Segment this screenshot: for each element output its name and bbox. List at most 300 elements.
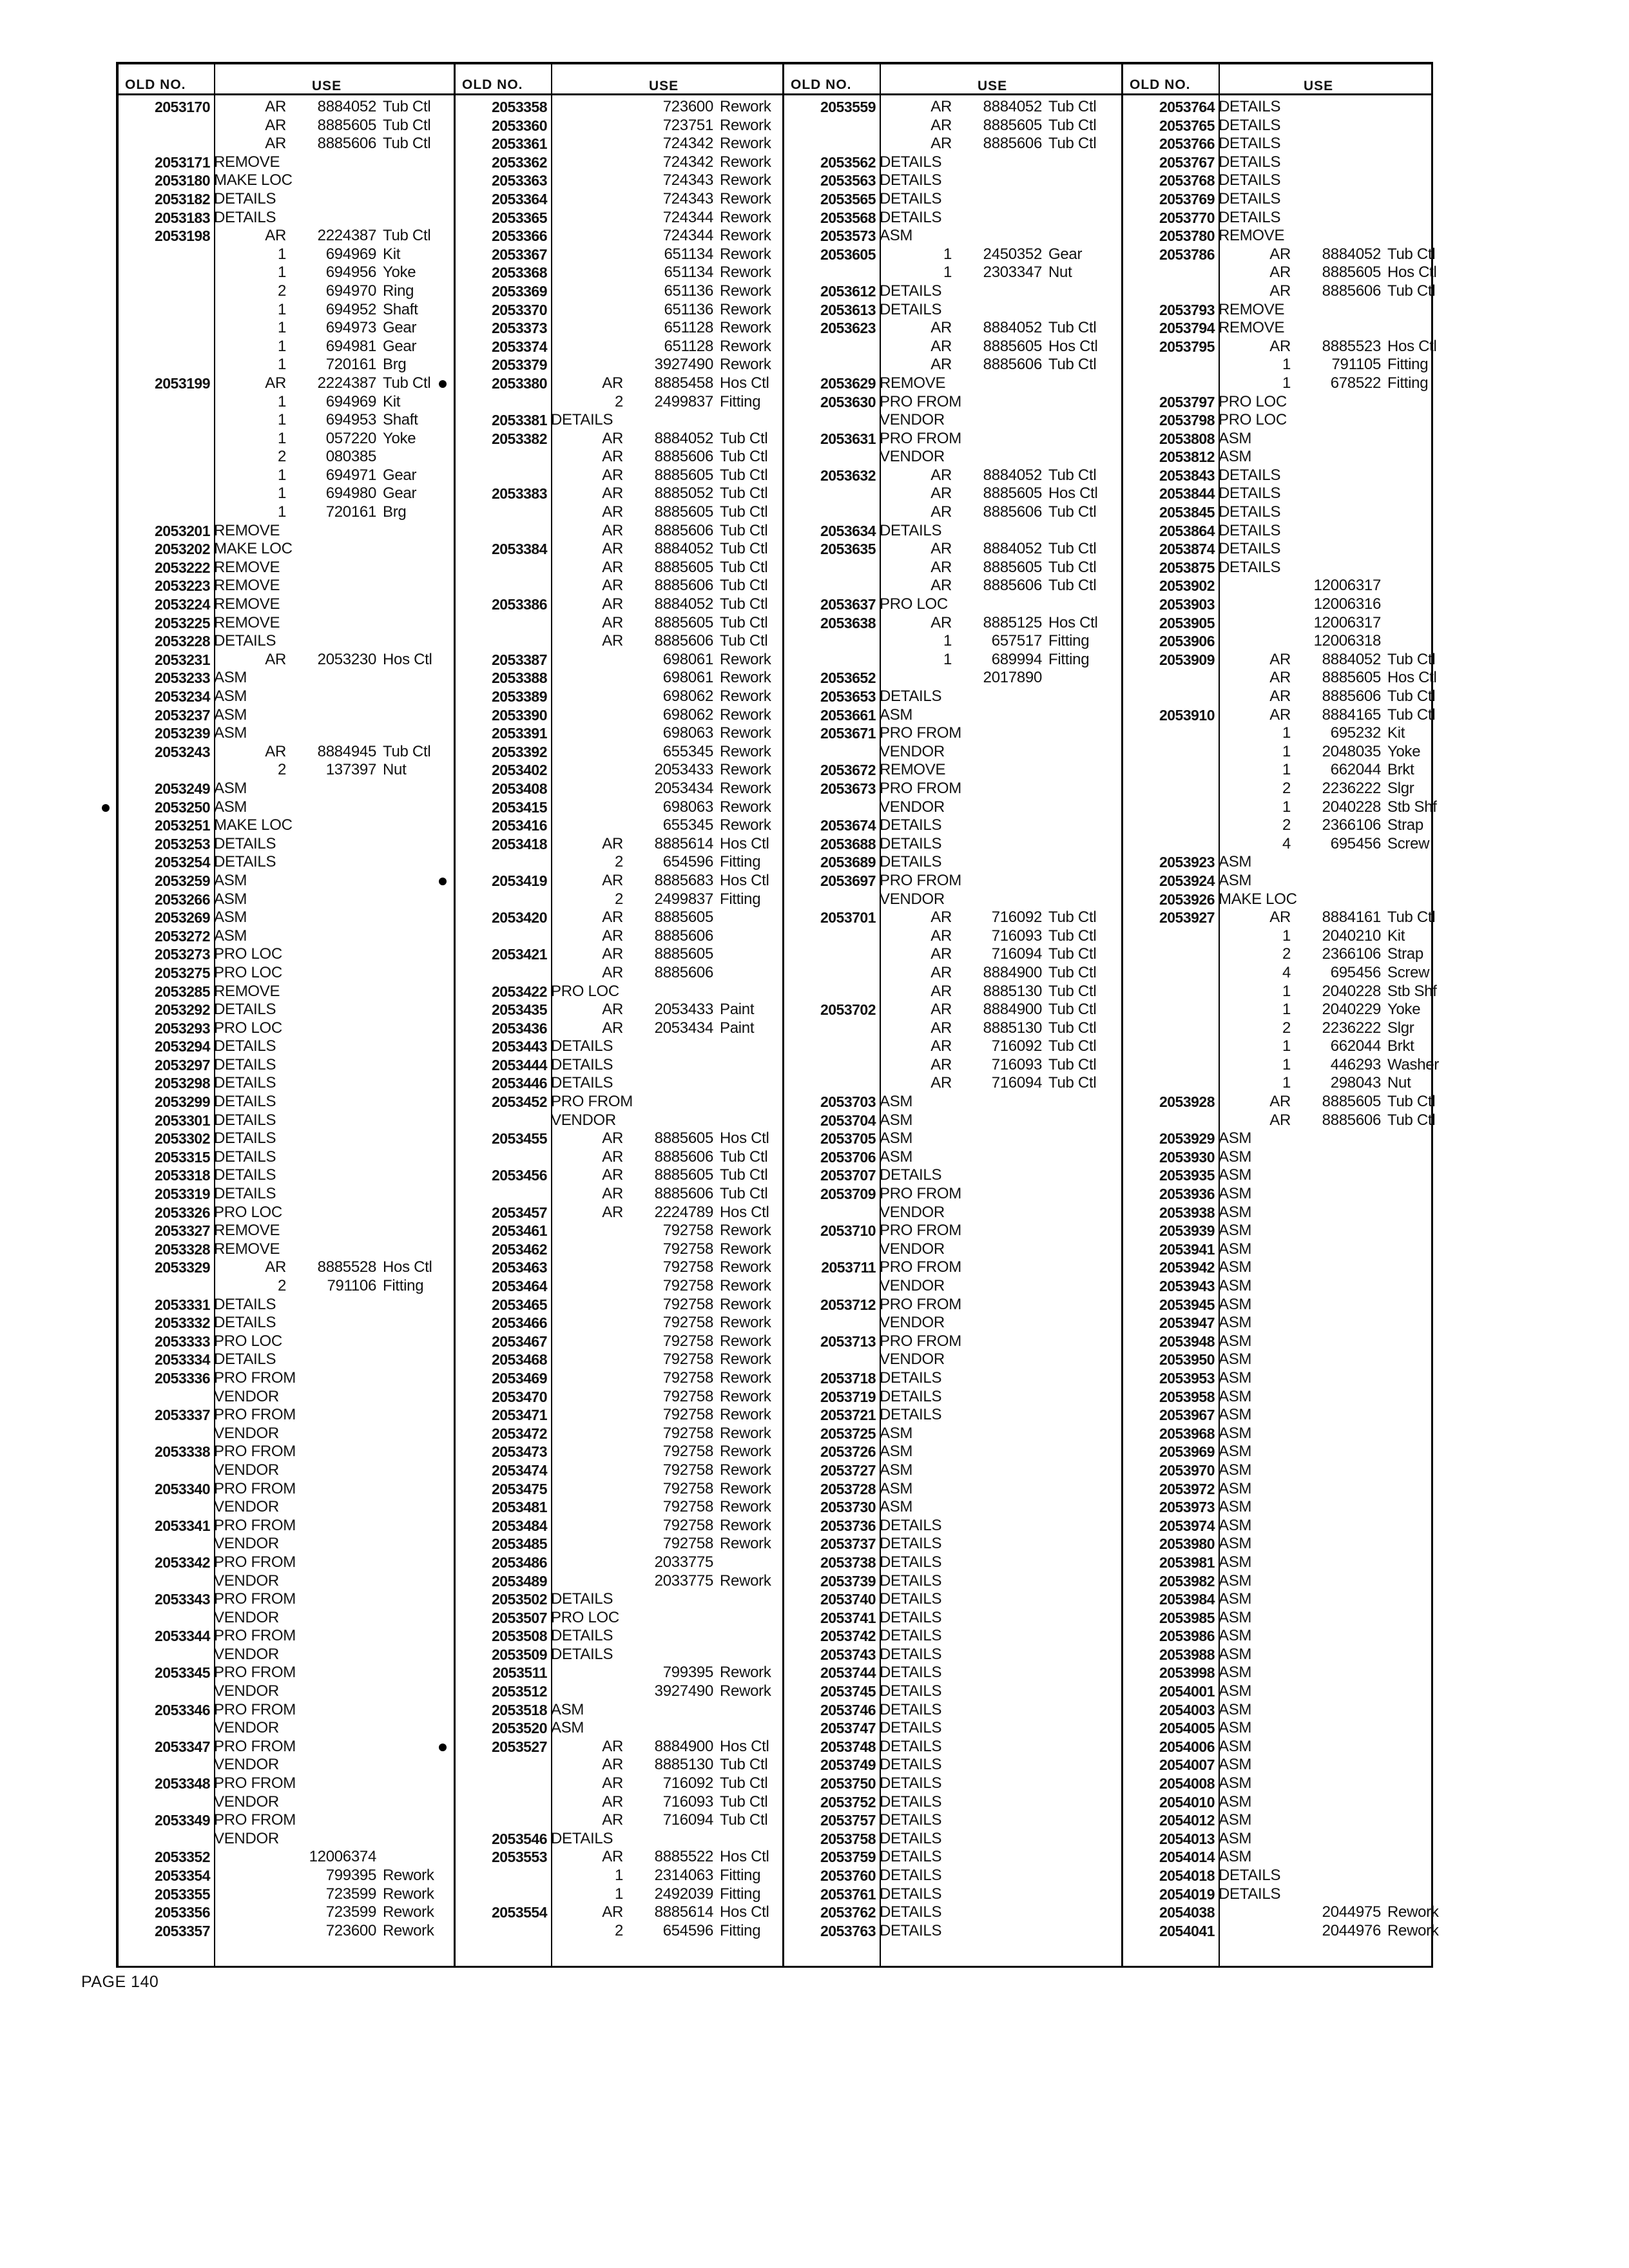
old-no-header: OLD NO. (462, 77, 523, 92)
part-number: 8885605 (654, 1166, 713, 1184)
part-description: Rework (1387, 1903, 1439, 1921)
part-number: 137397 (325, 761, 376, 779)
part-description: Rework (1387, 1921, 1439, 1939)
use-text: DETAILS (214, 1111, 276, 1129)
part-number: 799395 (325, 1867, 376, 1884)
old-number: 2053392 (491, 743, 547, 760)
table-row (784, 559, 1121, 577)
part-description: Rework (720, 1314, 771, 1332)
old-number: 2053342 (154, 1553, 210, 1571)
use-text: ASM (1219, 871, 1252, 889)
old-number: 2053970 (1159, 1461, 1215, 1479)
table-row (456, 135, 782, 153)
table-row (456, 264, 782, 282)
part-number: 8885606 (1322, 1111, 1381, 1129)
table-row (119, 1148, 454, 1167)
part-description: Rework (720, 1222, 771, 1240)
old-no-header: OLD NO. (1130, 77, 1191, 92)
use-text: ASM (1219, 1682, 1252, 1700)
old-number: 2053737 (820, 1535, 876, 1553)
part-number: 2033775 (654, 1553, 713, 1571)
quantity: 1 (1282, 761, 1291, 779)
table-row (1123, 1185, 1432, 1204)
part-description: Tub Ctl (720, 521, 768, 539)
table-row (119, 964, 454, 983)
part-number: 8885130 (983, 1019, 1042, 1037)
old-number: 2053689 (820, 854, 876, 871)
old-number: 2053762 (820, 1904, 876, 1921)
table-row (119, 430, 454, 448)
table-row (456, 411, 782, 430)
quantity: AR (602, 1129, 623, 1148)
part-description: Paint (720, 1019, 755, 1037)
part-number: 8884052 (983, 466, 1042, 484)
part-description: Tub Ctl (720, 1792, 768, 1811)
part-description: Hos Ctl (383, 1258, 432, 1276)
table-row (784, 448, 1121, 466)
table-row (119, 1553, 454, 1572)
old-number: 2053768 (1159, 172, 1215, 189)
use-text: PRO FROM (880, 1332, 961, 1350)
part-number: 694973 (325, 319, 376, 337)
quantity: AR (265, 135, 286, 153)
part-description: Rework (720, 153, 771, 171)
use-text: ASM (1219, 1737, 1252, 1755)
table-row (119, 1425, 454, 1443)
use-text: DETAILS (551, 1645, 613, 1663)
quantity: AR (1269, 908, 1291, 927)
table-row (784, 761, 1121, 780)
table-row (456, 540, 782, 559)
part-number: 2224789 (654, 1203, 713, 1221)
old-number: 2053297 (154, 1056, 210, 1073)
table-row (784, 153, 1121, 172)
table-row (784, 411, 1121, 430)
old-number: 2053950 (1159, 1351, 1215, 1369)
table-row (784, 98, 1121, 117)
table-row (1123, 724, 1432, 743)
part-description: Tub Ctl (1048, 577, 1097, 595)
old-number: 2053348 (154, 1775, 210, 1792)
use-text: DETAILS (214, 1166, 276, 1184)
old-number: 2053926 (1159, 890, 1215, 908)
part-number: 8884161 (1322, 908, 1381, 927)
use-text: DETAILS (551, 1074, 613, 1092)
old-number: 2053363 (491, 172, 547, 189)
use-text: ASM (214, 669, 247, 687)
part-description: Hos Ctl (383, 650, 432, 668)
table-row (119, 448, 454, 466)
table-row (456, 1093, 782, 1111)
quantity: AR (602, 632, 623, 650)
part-description: Hos Ctl (720, 374, 769, 392)
table-row (1123, 301, 1432, 320)
quantity: AR (930, 466, 952, 484)
part-description: Rework (720, 1479, 771, 1497)
use-text: ASM (214, 798, 247, 816)
old-number: 2053201 (154, 522, 210, 539)
old-number: 2053705 (820, 1130, 876, 1148)
part-number: 657517 (991, 632, 1042, 650)
table-row (456, 282, 782, 301)
table-row (784, 135, 1121, 153)
old-number: 2053613 (820, 301, 876, 318)
use-text: DETAILS (214, 1001, 276, 1019)
part-number: 3927490 (654, 356, 713, 374)
part-description: Strap (1387, 945, 1423, 963)
use-text: DETAILS (880, 1516, 942, 1534)
part-description: Tub Ctl (720, 1166, 768, 1184)
part-description: Tub Ctl (1048, 927, 1097, 945)
quantity: AR (1269, 650, 1291, 668)
use-text: DETAILS (880, 189, 942, 207)
table-row (784, 1498, 1121, 1517)
use-text: DETAILS (551, 411, 613, 429)
page-number: PAGE 140 (81, 1973, 159, 1991)
use-text: DETAILS (1219, 153, 1281, 171)
use-text: DETAILS (880, 1811, 942, 1829)
old-number: 2053554 (491, 1904, 547, 1921)
part-description: Rework (720, 98, 771, 115)
use-text: VENDOR (214, 1461, 279, 1479)
use-text: DETAILS (880, 687, 942, 705)
part-number: 792758 (662, 1222, 713, 1240)
quantity: AR (602, 1019, 623, 1037)
quantity: AR (1269, 669, 1291, 687)
part-number: 694969 (325, 392, 376, 410)
part-description: Tub Ctl (1048, 356, 1097, 374)
use-text: DETAILS (214, 1295, 276, 1313)
table-row (1123, 1055, 1439, 1075)
table-row (1123, 374, 1432, 393)
old-number: 2053637 (820, 596, 876, 613)
old-number: 2053237 (154, 706, 210, 724)
part-description: Yoke (383, 429, 416, 447)
table-row (784, 264, 1121, 282)
table-row (456, 1480, 782, 1499)
table-row (784, 1388, 1121, 1407)
part-description: Rework (720, 1332, 771, 1350)
quantity: AR (602, 1001, 623, 1019)
use-text: DETAILS (214, 1074, 276, 1092)
table-row (119, 632, 454, 651)
part-number: 8885606 (654, 927, 713, 945)
old-number: 2053259 (154, 872, 210, 889)
old-number: 2053223 (154, 577, 210, 595)
quantity: AR (930, 319, 952, 337)
table-row (1123, 1277, 1432, 1296)
table-row (456, 1222, 782, 1240)
use-text: DETAILS (1219, 171, 1281, 189)
table-row (119, 1590, 454, 1609)
table-row (456, 1296, 782, 1314)
old-number: 2053744 (820, 1664, 876, 1682)
part-description: Tub Ctl (383, 742, 431, 760)
table-row (119, 1664, 454, 1682)
quantity: AR (602, 927, 623, 945)
old-number: 2053508 (491, 1628, 547, 1645)
table-row (784, 1258, 1121, 1277)
use-text: VENDOR (214, 1682, 279, 1700)
use-text: DETAILS (880, 1921, 942, 1939)
old-number: 2053704 (820, 1111, 876, 1129)
old-number: 2053464 (491, 1278, 547, 1294)
use-text: ASM (214, 890, 247, 908)
table-row (1123, 1756, 1432, 1774)
old-number: 2053746 (820, 1701, 876, 1718)
old-number: 2053272 (154, 927, 210, 945)
use-text: DETAILS (214, 1055, 276, 1073)
use-text: ASM (880, 1461, 913, 1479)
table-row (456, 1627, 782, 1646)
table-row (119, 1258, 454, 1277)
table-column (454, 64, 782, 1966)
old-number: 2053443 (491, 1038, 547, 1055)
use-text: ASM (1219, 1848, 1252, 1866)
part-description: Tub Ctl (383, 227, 431, 245)
old-number: 2053228 (154, 633, 210, 650)
table-row (784, 190, 1121, 209)
quantity: AR (930, 963, 952, 981)
use-text: DETAILS (880, 1848, 942, 1866)
part-number: 8885683 (654, 871, 713, 889)
old-number: 2053384 (491, 541, 547, 558)
part-number: 2236222 (1322, 1019, 1381, 1037)
quantity: 1 (277, 245, 286, 263)
part-description: Rework (720, 171, 771, 189)
table-row (784, 1314, 1121, 1332)
column-header (1123, 64, 1432, 95)
part-number: 689994 (991, 650, 1042, 668)
part-number: 8885125 (983, 613, 1042, 631)
use-text: PRO FROM (880, 1295, 961, 1313)
part-number: 8885605 (654, 1129, 713, 1148)
use-text: ASM (1219, 1645, 1252, 1663)
column-header (456, 64, 782, 95)
table-row (456, 1848, 782, 1867)
old-number: 2053688 (820, 835, 876, 852)
old-number: 2053446 (491, 1075, 547, 1092)
part-description: Gear (383, 485, 417, 503)
use-text: MAKE LOC (214, 171, 293, 189)
old-number: 2053874 (1159, 541, 1215, 558)
part-number: 698062 (662, 706, 713, 724)
part-description: Rework (720, 1664, 771, 1682)
part-description: Rework (720, 1571, 771, 1590)
table-row (784, 1204, 1121, 1222)
quantity: AR (602, 1756, 623, 1774)
part-description: Tub Ctl (383, 135, 431, 153)
old-number: 2053444 (491, 1056, 547, 1073)
part-number: 12006318 (1313, 632, 1381, 650)
use-text: ASM (1219, 1295, 1252, 1313)
use-text: ASM (1219, 1461, 1252, 1479)
quantity: 2 (1282, 1019, 1291, 1037)
use-text: DETAILS (880, 1885, 942, 1903)
table-row (119, 1811, 454, 1830)
old-number: 2053233 (154, 669, 210, 687)
old-number: 2053864 (1159, 522, 1215, 539)
use-text: DETAILS (214, 1148, 276, 1166)
part-description: Tub Ctl (1048, 319, 1097, 337)
old-number: 2053739 (820, 1572, 876, 1590)
part-description: Fitting (1048, 650, 1090, 668)
row-list (119, 98, 454, 1966)
part-number: 8885606 (654, 577, 713, 595)
use-text: DETAILS (214, 1185, 276, 1203)
old-number: 2053736 (820, 1517, 876, 1534)
use-text: DETAILS (214, 853, 276, 871)
old-number: 2054041 (1159, 1922, 1215, 1939)
use-text: ASM (1219, 1571, 1252, 1590)
old-number: 2053379 (491, 356, 547, 374)
quantity: 2 (614, 853, 623, 871)
old-number: 2053474 (491, 1461, 547, 1479)
part-number: 662044 (1330, 1037, 1381, 1055)
part-number: 791106 (327, 1277, 376, 1294)
part-description: Tub Ctl (1048, 963, 1097, 981)
table-row (456, 1258, 782, 1277)
part-description: Yoke (1387, 1001, 1421, 1019)
old-number: 2053808 (1159, 430, 1215, 447)
table-row (456, 153, 782, 172)
table-row (1123, 1443, 1432, 1461)
use-text: DETAILS (1219, 208, 1281, 226)
old-number: 2053234 (154, 688, 210, 705)
old-number: 2053740 (820, 1591, 876, 1608)
row-list (456, 98, 782, 1966)
table-row (784, 835, 1121, 854)
part-number: 716094 (662, 1811, 713, 1829)
table-row (1123, 1111, 1436, 1130)
old-number: 2053629 (820, 374, 876, 392)
table-row (1123, 190, 1432, 209)
part-description: Rework (720, 1295, 771, 1313)
use-text: ASM (214, 908, 247, 927)
part-description: Screw (1387, 834, 1430, 852)
use-text: PRO FROM (214, 1627, 296, 1645)
part-description: Tub Ctl (1048, 1055, 1097, 1073)
table-row (1123, 964, 1432, 983)
part-number: 716094 (991, 945, 1042, 963)
table-row (784, 872, 1121, 890)
table-row (1123, 1885, 1432, 1904)
part-number: 694971 (325, 466, 376, 484)
table-row (1123, 1774, 1432, 1793)
quantity: 1 (277, 319, 286, 337)
old-number: 2053652 (820, 669, 876, 687)
table-row (456, 1811, 782, 1830)
table-row (1123, 1682, 1432, 1701)
use-text: PRO LOC (880, 595, 948, 613)
old-number: 2053326 (154, 1204, 210, 1221)
use-text: VENDOR (880, 448, 945, 466)
use-text: PRO LOC (551, 1608, 619, 1626)
quantity: 2 (277, 761, 286, 779)
part-description: Tub Ctl (1048, 503, 1097, 521)
old-number: 2053365 (491, 209, 547, 226)
part-description: Rework (720, 1461, 771, 1479)
part-number: 723600 (662, 98, 713, 115)
part-description: Rework (720, 798, 771, 816)
table-row (456, 1425, 782, 1443)
use-text: PRO LOC (214, 1332, 282, 1350)
old-number: 2053402 (491, 762, 547, 779)
table-row (1123, 872, 1432, 890)
use-text: DETAILS (551, 1037, 613, 1055)
table-row (1123, 908, 1436, 927)
table-row (456, 356, 782, 374)
table-row (456, 1719, 782, 1738)
table-row (119, 595, 454, 614)
part-number: 694956 (325, 264, 376, 282)
part-description: Hos Ctl (720, 871, 769, 889)
old-number: 2053707 (820, 1167, 876, 1184)
part-number: 8884945 (317, 742, 376, 760)
table-row (1123, 319, 1432, 338)
quantity: AR (930, 577, 952, 595)
quantity: AR (1269, 687, 1291, 705)
table-row (456, 1350, 782, 1369)
parts-table (116, 62, 1439, 1968)
part-description: Gear (383, 337, 417, 355)
part-description: Paint (720, 1001, 755, 1019)
old-number: 2053467 (491, 1332, 547, 1350)
table-row (784, 1517, 1121, 1535)
use-text: ASM (1219, 1350, 1252, 1369)
table-row (1123, 1166, 1432, 1185)
use-text: PRO LOC (551, 982, 619, 1000)
old-number: 2053712 (820, 1296, 876, 1313)
use-text: ASM (1219, 1387, 1252, 1405)
part-number: 2224387 (317, 374, 376, 392)
part-number: 792758 (662, 1424, 713, 1442)
quantity: 1 (943, 650, 952, 668)
table-row (1123, 466, 1432, 485)
old-number: 2053250 (154, 798, 210, 816)
part-description: Fitting (720, 1921, 761, 1939)
table-row (1123, 669, 1437, 687)
part-number: 2236222 (1322, 779, 1381, 797)
table-row (456, 632, 782, 651)
use-text: ASM (1219, 1811, 1252, 1829)
table-row (456, 1406, 782, 1425)
part-description: Tub Ctl (720, 1774, 768, 1792)
quantity: AR (930, 1001, 952, 1019)
quantity: 1 (614, 1867, 623, 1884)
old-number: 2054007 (1159, 1756, 1215, 1774)
use-text: PRO FROM (880, 1258, 961, 1276)
part-number: 8885605 (983, 485, 1042, 503)
table-row (1123, 1848, 1432, 1867)
old-number: 2053844 (1159, 485, 1215, 503)
part-description: Tub Ctl (383, 98, 431, 115)
part-number: 2492039 (654, 1885, 713, 1903)
old-number: 2053239 (154, 725, 210, 742)
part-number: 723751 (662, 116, 713, 134)
table-row (119, 135, 454, 153)
quantity: AR (930, 927, 952, 945)
quantity: AR (602, 613, 623, 631)
part-number: 8885605 (1322, 264, 1381, 282)
part-number: 8884052 (654, 429, 713, 447)
old-number: 2054038 (1159, 1904, 1215, 1921)
table-row (119, 245, 454, 264)
quantity: 1 (277, 429, 286, 447)
table-row (1123, 1350, 1432, 1369)
table-row (784, 908, 1121, 927)
table-row (784, 1056, 1121, 1075)
